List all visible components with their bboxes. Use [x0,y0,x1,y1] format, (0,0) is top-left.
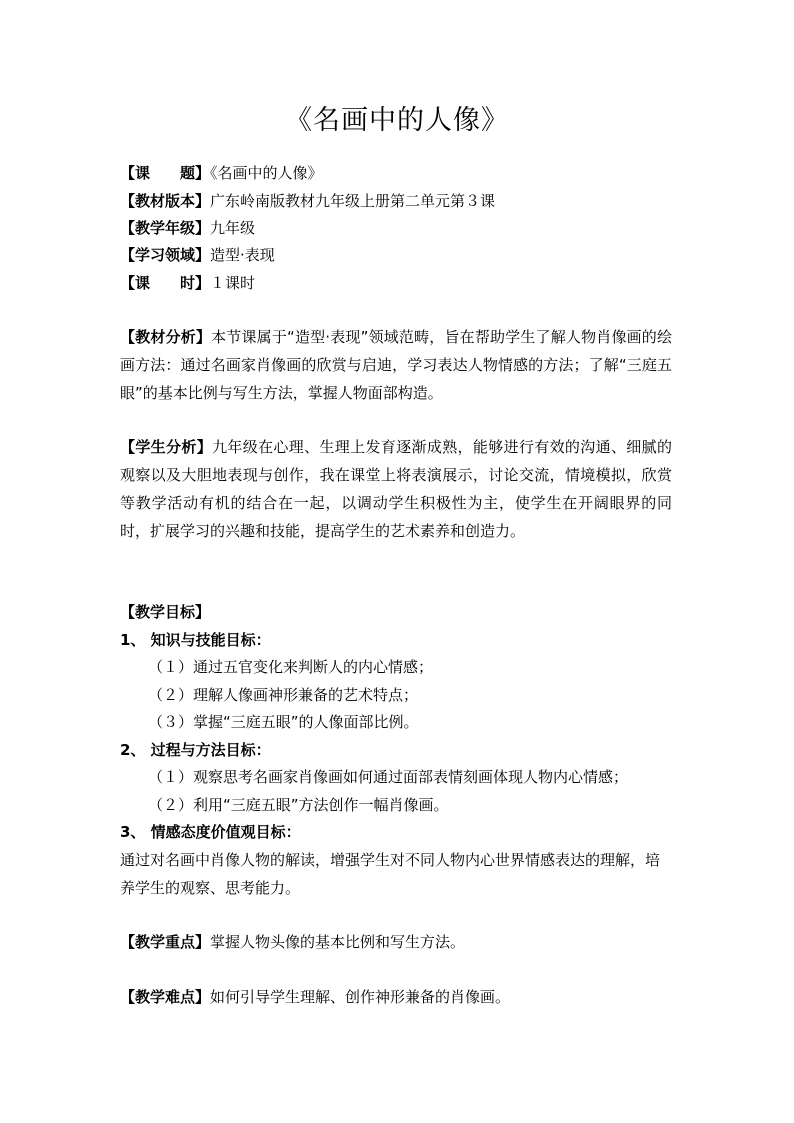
goal-3-title: 3、 情感态度价值观目标： [120,823,301,841]
meta-value: 九年级 [210,219,256,237]
meta-hours [120,273,255,293]
student-analysis [120,433,672,545]
goal-2-title: 2、 过程与方法目标： [120,741,271,759]
goal-1-item: （３）掌握“三庭五眼”的人像面部比例。 [148,713,419,731]
meta-value: 造型·表现 [210,246,275,264]
difficulty [120,987,510,1007]
section-text: 掌握人物头像的基本比例和写生方法。 [210,933,466,951]
meta-topic [120,163,323,183]
section-text: 九年级在心理、生理上发育逐渐成熟，能够进行有效的沟通、细腻的观察以及大胆地表现与创作，我在课堂上将表演展示，讨论交流，情境模拟，欣赏等教学活动有机的结合在一起，以调动学生积极性为主，使学生在开阔眼界的同时，扩展学习的兴趣和技能，提高学生的艺术素养和创造力。 [120,438,672,540]
goal-1-item: （２）理解人像画神形兼备的艺术特点； [148,686,419,704]
meta-grade [120,218,255,238]
section-label: 【教学难点】 [120,988,211,1006]
meta-value: 广东岭南版教材九年级上册第二单元第３课 [210,192,496,210]
page-title: 《名画中的人像》 [285,105,509,136]
section-label: 【学生分析】 [120,438,213,456]
meta-label: 【学习领域】 [120,246,211,264]
section-text: 如何引导学生理解、创作神形兼备的肖像画。 [210,988,511,1006]
material-analysis [120,323,672,407]
meta-domain [120,245,275,265]
meta-value: 《名画中的人像》 [210,164,323,182]
goal-3-text: 通过对名画中肖像人物的解读，增强学生对不同人物内心世界情感表达的理解，培养学生的观察、思考能力。 [120,851,661,897]
goal-1-item: （１）通过五官变化来判断人的内心情感； [148,658,434,676]
meta-value: １课时 [210,274,256,292]
goals-heading: 【教学目标】 [120,603,211,621]
meta-edition [120,191,495,211]
section-label: 【教材分析】 [120,328,212,346]
section-text: 本节课属于“造型·表现”领域范畴，旨在帮助学生了解人物肖像画的绘画方法：通过名画家肖像画的欣赏与启迪，学习表达人物情感的方法；了解“三庭五眼”的基本比例与写生方法，掌握人物面部构造。 [120,328,672,402]
goal-2-item: （１）观察思考名画家肖像画如何通过面部表情刻画体现人物内心情感； [148,768,629,786]
meta-label: 【教学年级】 [120,219,211,237]
meta-label: 【教材版本】 [120,192,211,210]
goal-2-item: （２）利用“三庭五眼”方法创作一幅肖像画。 [148,796,449,814]
meta-label: 【课 时】 [120,274,211,292]
key-point [120,932,465,952]
goal-1-title: 1、 知识与技能目标： [120,631,271,649]
section-label: 【教学重点】 [120,933,211,951]
meta-label: 【课 题】 [120,164,211,182]
